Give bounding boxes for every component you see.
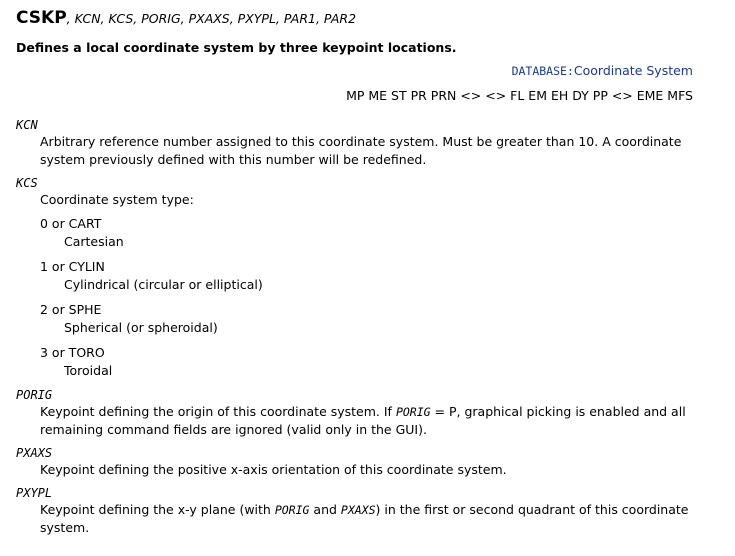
command-arguments: , KCN, KCS, PORIG, PXAXS, PXYPL, PAR1, PAR2 [66,11,357,26]
field-desc-porig [40,403,726,439]
kcs-option-label: Toroidal [64,363,113,378]
field-name-kcn: KCN [16,118,38,132]
porig-text: Keypoint defining the origin of this coordinate system. If [40,404,396,419]
pxypl-code: PORIG [274,503,310,517]
porig-code: PORIG [395,405,431,419]
database-label: DATABASE: [511,64,574,78]
pxypl-text: Keypoint defining the x-y plane (with [40,502,275,517]
field-desc-pxaxs: Keypoint defining the positive x-axis orientation of this coordinate system. [40,462,507,477]
field-desc-pxypl [40,501,726,537]
field-name-pxypl: PXYPL [16,486,53,500]
kcs-option-code: 0 or CART [40,216,102,231]
porig-text: = P, graphical picking is enabled and all remaining command fields are ignored (valid only in the GUI). [40,404,686,437]
kcs-option-code: 1 or CYLIN [40,259,105,274]
command-summary: Defines a local coordinate system by three keypoint locations. [16,40,457,55]
database-line [512,63,693,78]
kcs-option-code: 2 or SPHE [40,302,102,317]
command-name: CSKP [16,8,67,28]
field-name-pxaxs: PXAXS [16,446,53,460]
pxypl-text: and [309,502,341,517]
product-codes: MP ME ST PR PRN <> <> FL EM EH DY PP <> EME MFS [346,88,693,103]
kcs-option-code: 3 or TORO [40,345,105,360]
field-name-porig: PORIG [16,388,53,402]
kcs-option-label: Spherical (or spheroidal) [64,320,218,335]
pxypl-code: PXAXS [340,503,376,517]
command-title [16,8,356,28]
pxypl-text: ) in the first or second quadrant of this coordinate system. [40,502,689,535]
kcs-option-label: Cartesian [64,234,124,249]
field-desc-kcn: Arbitrary reference number assigned to this coordinate system. Must be greater than 10. A coordinate system previously defined with this number will be redefined. [40,134,682,167]
database-link[interactable]: Coordinate System [573,63,693,78]
field-name-kcs: KCS [16,176,38,190]
field-desc-kcs: Coordinate system type: [40,192,194,207]
kcs-option-label: Cylindrical (circular or elliptical) [64,277,263,292]
argument-list [16,117,726,543]
